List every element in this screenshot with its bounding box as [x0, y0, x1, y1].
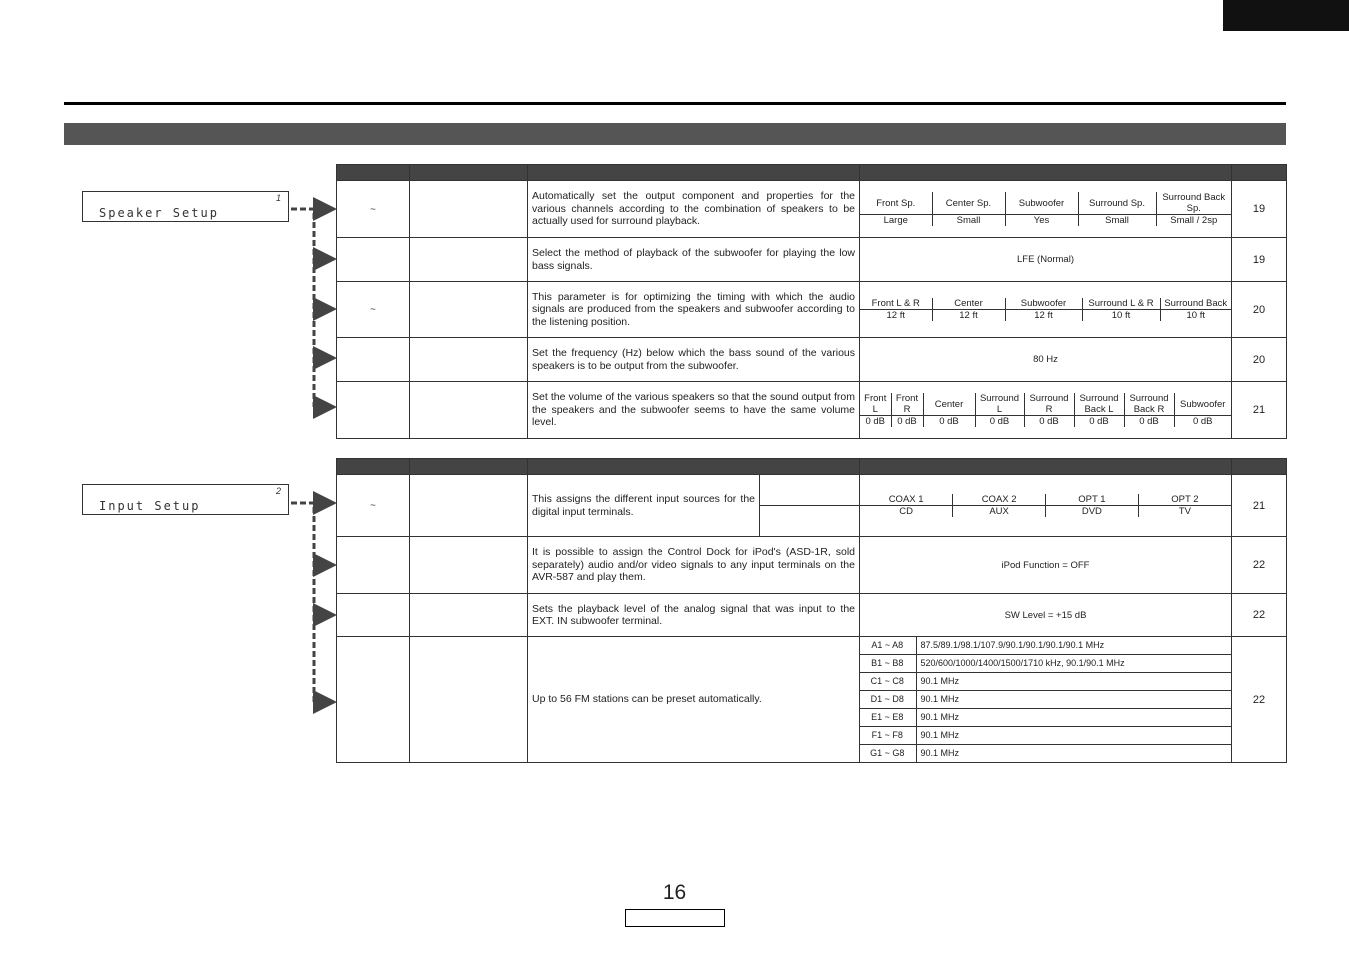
setting-header: Surround Back R	[1124, 393, 1174, 416]
setting-header: Center	[932, 298, 1005, 310]
setting-value: 0 dB	[1124, 416, 1174, 428]
row-description: It is possible to assign the Control Dock for iPod's (ASD-1R, sold separately) audio and/or video signals to any input terminals on the AVR-587 and play them.	[528, 537, 860, 594]
setting-header: Surround L & R	[1082, 298, 1160, 310]
table-row	[337, 238, 1287, 282]
speaker-setup-table	[336, 164, 1287, 439]
setting-header: Front R	[891, 393, 923, 416]
page-reference: 22	[1232, 594, 1287, 637]
default-setting: 80 Hz	[860, 338, 1232, 382]
preset-channel: A1 ~ A8	[860, 637, 916, 655]
setting-value: Small	[932, 215, 1005, 227]
preset-frequency: 90.1 MHz	[916, 745, 1231, 763]
setting-header: Subwoofer	[1005, 192, 1078, 215]
tilde-mark: ~	[337, 475, 410, 537]
setting-header: Subwoofer	[1005, 298, 1082, 310]
table-header-row	[337, 459, 1287, 475]
speaker-setup-label: Speaker Setup	[99, 206, 219, 220]
setting-value: Large	[860, 215, 932, 227]
setting-header: OPT 2	[1138, 494, 1231, 506]
preset-channel: E1 ~ E8	[860, 709, 916, 727]
preset-frequency: 90.1 MHz	[916, 709, 1231, 727]
page-reference: 20	[1232, 282, 1287, 338]
setting-header: Front Sp.	[860, 192, 932, 215]
row-description: Automatically set the output component and properties for the various channels according to the combination of speakers to be actually used for surround playback.	[528, 181, 860, 238]
preset-frequency: 87.5/89.1/98.1/107.9/90.1/90.1/90.1/90.1 MHz	[916, 637, 1231, 655]
speaker-setup-display	[82, 191, 289, 222]
page-reference: 19	[1232, 238, 1287, 282]
preset-channel: F1 ~ F8	[860, 727, 916, 745]
page-number: 16	[662, 881, 687, 904]
setting-header: Front L & R	[860, 298, 932, 310]
page-footer-box	[625, 909, 725, 927]
setting-header: COAX 2	[953, 494, 1046, 506]
preset-frequency: 90.1 MHz	[916, 673, 1231, 691]
setting-value: 12 ft	[860, 310, 932, 322]
setting-header: Surround Back L	[1074, 393, 1124, 416]
default-settings	[860, 494, 1231, 517]
page-reference: 21	[1232, 475, 1287, 537]
setting-value: 0 dB	[1074, 416, 1124, 428]
preset-channel: B1 ~ B8	[860, 655, 916, 673]
setting-value: 0 dB	[923, 416, 975, 428]
table-row	[337, 637, 1287, 763]
setting-value: Small / 2sp	[1156, 215, 1231, 227]
input-setup-table	[336, 458, 1287, 763]
tilde-mark: ~	[337, 282, 410, 338]
default-settings	[860, 298, 1231, 321]
page-reference: 22	[1232, 537, 1287, 594]
preset-frequency: 90.1 MHz	[916, 691, 1231, 709]
default-setting: LFE (Normal)	[860, 238, 1232, 282]
row-description: Sets the playback level of the analog signal that was input to the EXT. IN subwoofer terminal.	[528, 594, 860, 637]
setting-value: DVD	[1046, 506, 1139, 518]
setting-header: COAX 1	[860, 494, 953, 506]
setting-value: 10 ft	[1082, 310, 1160, 322]
default-setting: iPod Function = OFF	[860, 537, 1232, 594]
setting-value: 12 ft	[1005, 310, 1082, 322]
row-description: Set the frequency (Hz) below which the bass sound of the various speakers is to be output from the subwoofer.	[528, 338, 860, 382]
page-reference: 22	[1232, 637, 1287, 763]
page-reference: 20	[1232, 338, 1287, 382]
preset-frequency: 520/600/1000/1400/1500/1710 kHz, 90.1/90.1 MHz	[916, 655, 1231, 673]
page-reference: 19	[1232, 181, 1287, 238]
row-description: Up to 56 FM stations can be preset automatically.	[528, 637, 860, 763]
setting-value: 10 ft	[1160, 310, 1231, 322]
row-description: Select the method of playback of the subwoofer for playing the low bass signals.	[528, 238, 860, 282]
setting-value: 0 dB	[1174, 416, 1231, 428]
setting-value: AUX	[953, 506, 1046, 518]
setting-value: 0 dB	[860, 416, 891, 428]
table-row	[337, 338, 1287, 382]
setting-value: 0 dB	[891, 416, 923, 428]
table-header-row	[337, 165, 1287, 181]
setting-value: Yes	[1005, 215, 1078, 227]
setting-header: Surround Sp.	[1078, 192, 1156, 215]
default-settings	[860, 192, 1231, 226]
setting-header: Surround R	[1024, 393, 1074, 416]
setting-header: OPT 1	[1046, 494, 1139, 506]
input-setup-number: 2	[275, 486, 281, 496]
default-settings	[860, 393, 1231, 427]
setting-header: Center	[923, 393, 975, 416]
preset-channel: G1 ~ G8	[860, 745, 916, 763]
table-row	[337, 594, 1287, 637]
setting-header: Surround L	[975, 393, 1024, 416]
setting-header: Subwoofer	[1174, 393, 1231, 416]
row-description: This parameter is for optimizing the timing with which the audio signals are produced from the speakers and subwoofer according to the listening position.	[528, 282, 860, 338]
table-row	[337, 181, 1287, 238]
setting-header: Front L	[860, 393, 891, 416]
preset-channel: C1 ~ C8	[860, 673, 916, 691]
input-setup-label: Input Setup	[99, 499, 201, 513]
setting-value: CD	[860, 506, 953, 518]
page-reference: 21	[1232, 382, 1287, 439]
setting-value: 0 dB	[1024, 416, 1074, 428]
setting-header: Center Sp.	[932, 192, 1005, 215]
table-row	[337, 475, 1287, 537]
preset-channel: D1 ~ D8	[860, 691, 916, 709]
input-setup-display	[82, 484, 289, 515]
row-description: Set the volume of the various speakers so that the sound output from the speakers and the subwoofer seems to have the same volume level.	[528, 382, 860, 439]
setting-header: Surround Back	[1160, 298, 1231, 310]
setting-value: TV	[1138, 506, 1231, 518]
table-row	[337, 282, 1287, 338]
setting-value: 12 ft	[932, 310, 1005, 322]
setting-header: Surround Back Sp.	[1156, 192, 1231, 215]
table-row	[337, 537, 1287, 594]
input-label-cells	[760, 494, 859, 517]
speaker-setup-number: 1	[275, 193, 281, 203]
default-setting: SW Level = +15 dB	[860, 594, 1232, 637]
preset-table	[860, 637, 1231, 762]
setting-value: Small	[1078, 215, 1156, 227]
row-description: This assigns the different input sources for the digital input terminals.	[528, 475, 760, 537]
preset-frequency: 90.1 MHz	[916, 727, 1231, 745]
tilde-mark: ~	[337, 181, 410, 238]
table-row	[337, 382, 1287, 439]
setting-value: 0 dB	[975, 416, 1024, 428]
